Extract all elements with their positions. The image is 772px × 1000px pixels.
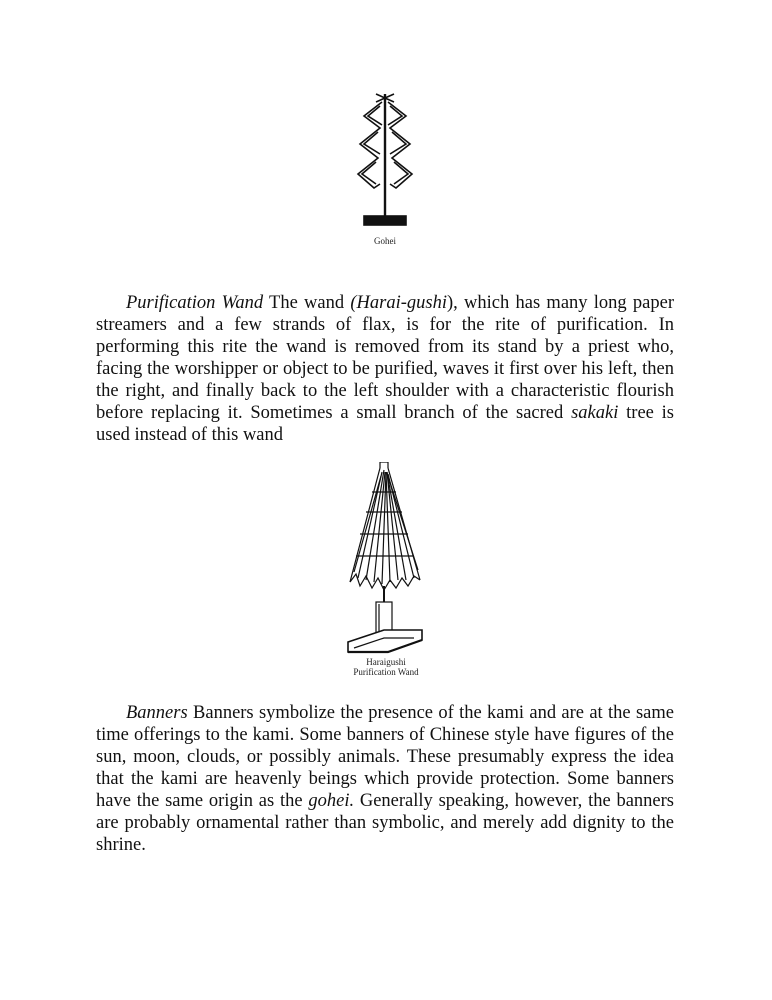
haraigushi-caption-line2: Purification Wand [353,667,419,677]
paragraph-purification-wand [96,292,674,446]
wand-text-3: tree is used instead of this wand [96,403,675,445]
wand-text-2: ), which has many long paper streamers and a few strands of flax, is for the rite of purification. In performing this rite the wand is removed from its stand by a priest who, facing the worshipper or object to be purified, waves it first over his left, then the right, and finally back to the left shoulder with a characteristic flourish before replacing it. Sometimes a small branch of the sacred [96,293,675,423]
term-sakaki: sakaki [571,403,619,423]
gohei-illustration [350,92,420,232]
haraigushi-caption-line1: Haraigushi [366,657,406,667]
term-gohei: gohei. [308,791,355,811]
heading-purification-wand: Purification Wand [126,293,264,313]
paragraph-banners [96,702,674,856]
heading-banners: Banners [126,703,188,723]
term-harai-gushi: (Harai-gushi [350,293,448,313]
haraigushi-caption [335,657,437,677]
banners-text-2: Generally speaking, however, the banners are probably ornamental rather than symbolic, and merely add dignity to the shrine. [96,791,674,855]
wand-text-1: The wand [263,293,351,313]
banners-text-1: Banners symbolize the presence of the kami and are at the same time offerings to the kami. Some banners of Chinese style have figures of the sun, moon, clouds, or possibly animals. These presumably express the idea that the kami are heavenly beings which provide protection. Some banners have the same origin as the [96,703,674,811]
gohei-caption: Gohei [374,236,396,246]
haraigushi-illustration [344,462,428,658]
